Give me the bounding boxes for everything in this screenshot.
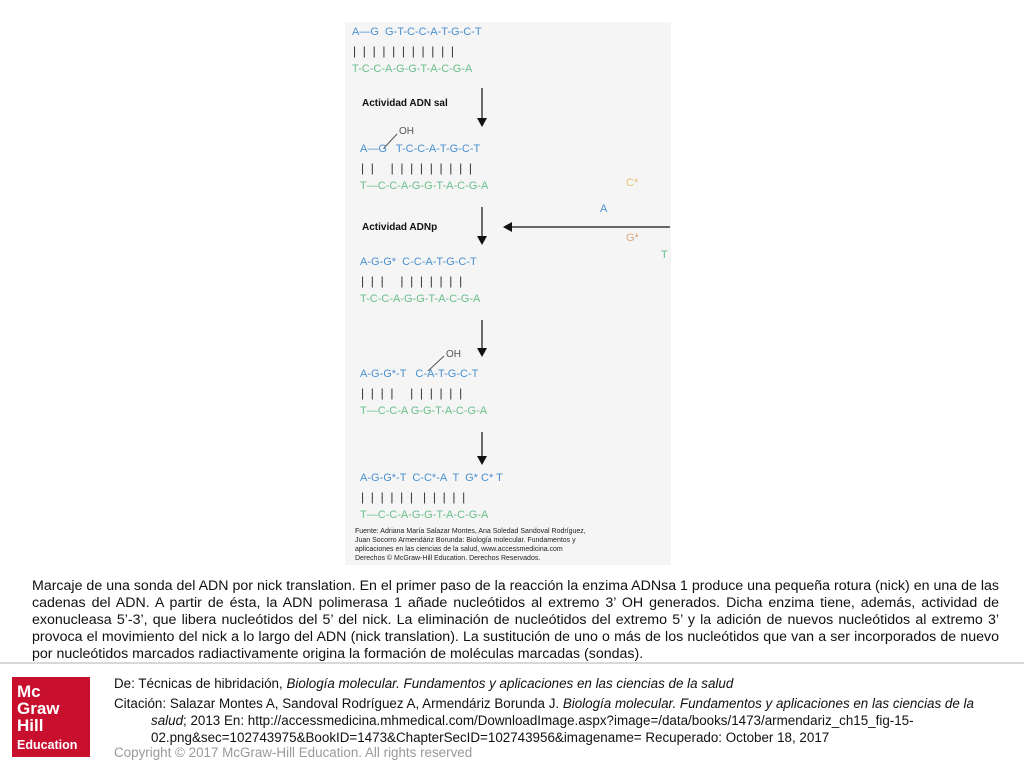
source-line-3: aplicaciones en las ciencias de la salud, www.accessmedicina.com (355, 546, 563, 553)
citation-block (114, 675, 1010, 746)
mcgraw-hill-logo (12, 677, 90, 757)
strand5-bars: | | | | | | | | | | | (361, 490, 466, 504)
citation-from-title: Biología molecular. Fundamentos y aplicaciones en las ciencias de la salud (286, 676, 734, 691)
free-nucleotide-t: T (661, 249, 668, 261)
source-line-2: Juan Socorro Armendáriz Borunda: Biología molecular. Fundamentos y (355, 537, 576, 544)
strand2-bars: | | | | | | | | | | | (361, 161, 472, 175)
strand4-bars: | | | | | | | | | | (361, 386, 463, 400)
citation-from (114, 675, 1010, 692)
strand5-top: A-G-G*-T C-C*-A T G* C* T (360, 472, 503, 484)
free-nucleotide-g-star: G* (626, 232, 639, 244)
strand4-bottom: T—C-C-A G-G-T-A-C-G-A (360, 405, 488, 417)
free-nucleotide-a: A (600, 203, 608, 215)
step2-label: Actividad ADNp (362, 222, 438, 233)
strand2-oh: OH (399, 126, 414, 137)
step1-label: Actividad ADN sal (362, 98, 448, 109)
source-line-4: Derechos © McGraw-Hill Education. Derechos Reservados. (355, 555, 541, 562)
citation-cite-title: Biología molecular. Fundamentos y aplicaciones en las ciencias de la salud (151, 696, 974, 728)
figure-caption: Marcaje de una sonda del ADN por nick translation. En el primer paso de la reacción la enzima ADNsa 1 produce una pequeña rotura (nick) en una de las cadenas del ADN. A partir de ésta, la ADN polimerasa 1 añade nucleótidos al extremo 3’ OH generados. Dicha enzima tiene, además, actividad de exonucleasa 5’-3’, que libera nucleótidos del 5’ del nick. La eliminación de nucleótidos del extremo 5’ y la adición de nuevos nucleótidos al extremo 3’ provoca el movimiento del nick a lo largo del ADN (nick translation). La sustitución de uno o más de los nucleótidos que van a ser incorporados de nuevo por nucleótidos marcados radiactivamente origina la formación de moléculas marcadas (sondas). (32, 578, 999, 662)
strand4-oh: OH (446, 349, 461, 360)
strand2-top: A—G T-C-C-A-T-G-C-T (360, 143, 481, 155)
strand3-top: A-G-G* C-C-A-T-G-C-T (360, 256, 477, 268)
logo-line-3: Hill (17, 716, 44, 735)
strand1-bottom: T-C-C-A-G-G-T-A-C-G-A (352, 63, 473, 75)
citation-from-prefix: De: Técnicas de hibridación, (114, 676, 287, 691)
footer-divider (0, 662, 1024, 664)
citation-cite-rest: ; 2013 En: http://accessmedicina.mhmedical.com/DownloadImage.aspx?image=/data/books/1473/armendariz_ch15_fig-15-02.png&sec=102743975&BookID=1473&ChapterSecID=102743956&imagename= Recuperado: October 18, 2017 (151, 713, 914, 745)
strand2-bottom: T—C-C-A-G-G-T-A-C-G-A (360, 180, 489, 192)
free-nucleotide-c-star: C* (626, 177, 639, 189)
logo-line-1: Mc (17, 682, 41, 701)
copyright-notice: Copyright © 2017 McGraw-Hill Education. All rights reserved (114, 745, 473, 760)
strand3-bars: | | | | | | | | | | (361, 274, 463, 288)
logo-line-4: Education (17, 738, 78, 752)
source-line-1: Fuente: Adriana María Salazar Montes, Ana Soledad Sandoval Rodríguez, (355, 528, 586, 535)
citation-cite (114, 695, 1010, 746)
strand4-top: A-G-G*-T C-A-T-G-C-T (360, 368, 479, 380)
citation-cite-prefix: Citación: Salazar Montes A, Sandoval Rodríguez A, Armendáriz Borunda J. (114, 696, 563, 711)
strand1-top: A—G G-T-C-C-A-T-G-C-T (352, 26, 482, 38)
strand3-bottom: T-C-C-A-G-G-T-A-C-G-A (360, 293, 481, 305)
strand5-bottom: T—C-C-A-G-G-T-A-C-G-A (360, 509, 489, 521)
strand1-bars: | | | | | | | | | | | (353, 44, 454, 58)
logo-line-2: Graw (17, 699, 60, 718)
